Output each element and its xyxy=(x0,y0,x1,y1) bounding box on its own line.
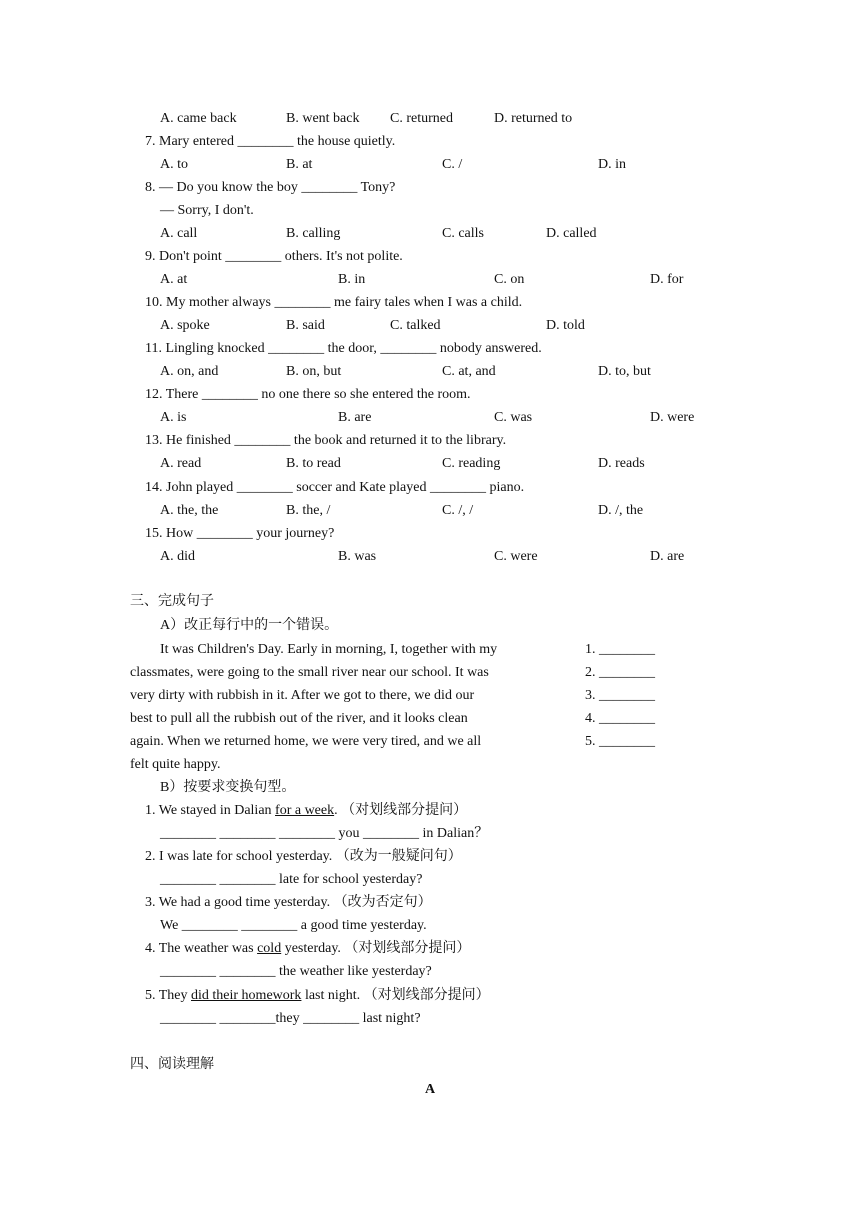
option-row xyxy=(0,224,860,244)
part-heading xyxy=(0,616,860,636)
option-choice: B. in xyxy=(338,272,366,287)
option-row xyxy=(0,362,860,382)
answer-template: ________ ________ the weather like yesterday? xyxy=(160,964,432,979)
option-choice: B. to read xyxy=(286,456,341,471)
option-choice: D. /, the xyxy=(598,503,644,518)
part-a-heading: A）改正每行中的一个错误。 xyxy=(160,618,339,633)
option-choice: A. at xyxy=(160,272,188,287)
answer-line xyxy=(0,824,860,844)
answer-template: ________ ________ late for school yesterday? xyxy=(160,872,423,887)
option-choice: A. the, the xyxy=(160,503,219,518)
question-line xyxy=(0,478,860,498)
question-line xyxy=(0,247,860,267)
answer-line xyxy=(0,870,860,890)
transform-text xyxy=(145,986,490,1006)
answer-line xyxy=(0,916,860,936)
option-choice: B. the, / xyxy=(286,503,331,518)
section-title: 三、完成句子 xyxy=(130,594,214,609)
option-row xyxy=(0,501,860,521)
option-choice: A. did xyxy=(160,549,195,564)
option-choice: A. is xyxy=(160,410,187,425)
option-choice: C. reading xyxy=(442,456,501,471)
option-choice: A. read xyxy=(160,456,202,471)
response-text: — Sorry, I don't. xyxy=(160,203,254,218)
option-choice: B. said xyxy=(286,318,325,333)
option-choice: C. /, / xyxy=(442,503,474,518)
passage-line xyxy=(0,755,860,775)
part-b-heading: B）按要求变换句型。 xyxy=(160,780,296,795)
option-choice: C. calls xyxy=(442,226,484,241)
option-choice: A. spoke xyxy=(160,318,210,333)
question-text: 8. — Do you know the boy ________ Tony? xyxy=(145,180,396,195)
underlined-phrase: did their homework xyxy=(191,988,302,1003)
question-text: 10. My mother always ________ me fairy tales when I was a child. xyxy=(145,295,523,310)
option-row xyxy=(0,408,860,428)
question-line xyxy=(0,524,860,544)
section-title: 四、阅读理解 xyxy=(130,1057,214,1072)
underlined-phrase: for a week xyxy=(275,803,335,818)
prompt-post: last night. （对划线部分提问） xyxy=(301,988,490,1003)
option-choice: C. / xyxy=(442,157,463,172)
transform-question xyxy=(0,847,860,867)
question-line xyxy=(0,178,860,198)
option-choice: D. called xyxy=(546,226,597,241)
option-choice: C. at, and xyxy=(442,364,496,379)
option-choice: A. came back xyxy=(160,111,237,126)
option-choice: B. on, but xyxy=(286,364,342,379)
option-row xyxy=(0,109,860,129)
prompt-pre: 2. I was late for school yesterday. （改为一般疑问句） xyxy=(145,849,462,864)
option-choice: C. were xyxy=(494,549,538,564)
passage-text: best to pull all the rubbish out of the river, and it looks clean xyxy=(130,711,468,726)
transform-text xyxy=(145,893,432,913)
question-line xyxy=(0,132,860,152)
passage-text: felt quite happy. xyxy=(130,757,221,772)
question-line xyxy=(0,431,860,451)
prompt-pre: 5. They xyxy=(145,988,192,1003)
passage-text: It was Children's Day. Early in morning, I, together with my xyxy=(160,642,498,657)
transform-question xyxy=(0,986,860,1006)
option-choice: D. for xyxy=(650,272,684,287)
option-choice: D. reads xyxy=(598,456,645,471)
transform-text xyxy=(145,847,462,867)
prompt-post: . （对划线部分提问） xyxy=(334,803,468,818)
question-text: 7. Mary entered ________ the house quietly. xyxy=(145,134,396,149)
passage-line xyxy=(0,663,860,683)
question-text: 15. How ________ your journey? xyxy=(145,526,335,541)
option-choice: D. told xyxy=(546,318,585,333)
question-line xyxy=(0,293,860,313)
passage-text: very dirty with rubbish in it. After we got to there, we did our xyxy=(130,688,475,703)
question-text: 9. Don't point ________ others. It's not polite. xyxy=(145,249,403,264)
part-heading xyxy=(0,778,860,798)
prompt-pre: 1. We stayed in Dalian xyxy=(145,803,276,818)
option-row xyxy=(0,454,860,474)
answer-template: We ________ ________ a good time yesterday. xyxy=(160,918,427,933)
option-choice: B. went back xyxy=(286,111,360,126)
answer-line xyxy=(0,962,860,982)
option-choice: C. on xyxy=(494,272,525,287)
option-choice: C. was xyxy=(494,410,533,425)
answer-blank: 4. ________ xyxy=(585,711,655,726)
passage-line xyxy=(0,686,860,706)
option-row xyxy=(0,155,860,175)
answer-blank: 5. ________ xyxy=(585,734,655,749)
option-choice: D. in xyxy=(598,157,626,172)
question-line xyxy=(0,339,860,359)
question-line xyxy=(0,201,860,221)
option-row xyxy=(0,316,860,336)
option-choice: D. to, but xyxy=(598,364,651,379)
transform-question xyxy=(0,939,860,959)
section-heading xyxy=(0,1055,860,1075)
passage-line xyxy=(0,732,860,752)
option-choice: B. are xyxy=(338,410,372,425)
option-choice: C. talked xyxy=(390,318,441,333)
passage-label xyxy=(0,1080,860,1100)
prompt-post: yesterday. （对划线部分提问） xyxy=(281,941,471,956)
option-choice: C. returned xyxy=(390,111,453,126)
option-choice: B. was xyxy=(338,549,377,564)
passage-text: classmates, were going to the small river near our school. It was xyxy=(130,665,489,680)
answer-template: ________ ________they ________ last night? xyxy=(160,1011,421,1026)
option-choice: D. were xyxy=(650,410,695,425)
question-text: 11. Lingling knocked ________ the door, ________ nobody answered. xyxy=(145,341,542,356)
passage-label-text: A xyxy=(424,1082,436,1097)
question-text: 12. There ________ no one there so she entered the room. xyxy=(145,387,471,402)
transform-question xyxy=(0,801,860,821)
passage-line xyxy=(0,709,860,729)
prompt-pre: 3. We had a good time yesterday. （改为否定句） xyxy=(145,895,432,910)
passage-line xyxy=(0,640,860,660)
transform-question xyxy=(0,893,860,913)
answer-line xyxy=(0,1009,860,1029)
option-row xyxy=(0,270,860,290)
transform-text xyxy=(145,801,467,821)
option-choice: A. to xyxy=(160,157,188,172)
option-choice: D. returned to xyxy=(494,111,573,126)
answer-template: ________ ________ ________ you ________ in Dalian？ xyxy=(160,826,489,841)
passage-text: again. When we returned home, we were very tired, and we all xyxy=(130,734,482,749)
question-text: 13. He finished ________ the book and returned it to the library. xyxy=(145,433,507,448)
answer-blank: 2. ________ xyxy=(585,665,655,680)
answer-blank: 3. ________ xyxy=(585,688,655,703)
option-choice: B. at xyxy=(286,157,313,172)
option-choice: A. call xyxy=(160,226,198,241)
prompt-pre: 4. The weather was xyxy=(145,941,258,956)
underlined-phrase: cold xyxy=(257,941,282,956)
transform-text xyxy=(145,939,470,959)
section-heading xyxy=(0,592,860,612)
question-text: 14. John played ________ soccer and Kate played ________ piano. xyxy=(145,480,525,495)
answer-blank: 1. ________ xyxy=(585,642,655,657)
question-line xyxy=(0,385,860,405)
option-row xyxy=(0,547,860,567)
option-choice: D. are xyxy=(650,549,685,564)
option-choice: A. on, and xyxy=(160,364,219,379)
option-choice: B. calling xyxy=(286,226,341,241)
